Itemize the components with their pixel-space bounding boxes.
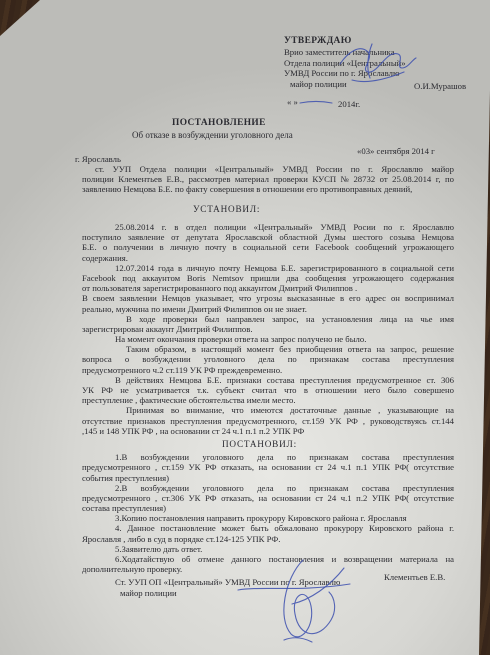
text-line: 6.Ходатайствую об отмене данного постановления и возвращении материала на: [115, 554, 454, 564]
document-date: «03» сентября 2014 г: [357, 146, 435, 156]
text-line: 4. Данное постановление может быть обжаловано прокурору Кировского района г.: [115, 523, 454, 534]
text-line: поступило заявление от депутата Ярославской областной Думы шестого созыва Немцова: [82, 232, 454, 243]
document-title: ПОСТАНОВЛЕНИЕ: [172, 118, 266, 128]
text-line: события преступления): [82, 472, 170, 483]
text-line: В своем заявлении Немцов указывает, что угрозы высказанные в его адрес он воспринимал: [82, 293, 454, 304]
decision-item: [82, 483, 454, 514]
paragraph: [82, 344, 454, 375]
text-line: На момент окончания проверки ответа на запрос получено не было.: [115, 334, 367, 345]
decision-item: [82, 513, 454, 523]
text-line: зарегистрирован аккаунт Дмитрий Филиппов.: [82, 323, 253, 334]
text-line: реально, мужчина по имени Дмитрий Филиппов он не знает.: [82, 303, 307, 314]
approver-name: О.И.Мурашов: [414, 81, 467, 91]
document-subtitle: Об отказе в возбуждении уголовного дела: [132, 130, 293, 140]
text-line: Б.Е. о получении в личную почту в социальной сети Facebook сообщений угрожающего: [82, 242, 454, 253]
document-place: г. Ярославль: [75, 154, 121, 164]
text-line: Facebook под аккаунтом Boris Nemtsov пришли два сообщения угрожающего содержания: [82, 272, 454, 283]
text-line: полиции Клементьев Е.В., рассмотрев материал проверки КУСП № 28732 от 25.08.2014 г, по: [82, 174, 454, 185]
text-line: 3.Копию постановления направить прокурору Кировского района г. Ярославля: [115, 513, 407, 524]
text-line: предусмотренного , ст.306 УК РФ отказать, на основании ст 24 ч.1 п.2 УПК РФ( отсутствие: [82, 492, 454, 503]
text-line: отсутствие признаков преступления предусмотренного, ст.159 УК РФ , руководствуясь ст.144: [82, 415, 454, 426]
text-line: Принимая во внимание, что имеются достаточные данные , указывающие на: [126, 405, 454, 416]
text-line: предусмотренного ч.2 ст.119 УК РФ преждевременно.: [82, 364, 283, 375]
text-line: вопроса о возбуждении уголовного дела по признакам состава преступления: [82, 354, 454, 365]
text-line: Ярославля , либо в суд в порядке ст.124-125 УПК РФ.: [82, 533, 281, 544]
text-line: Таким образом, в настоящий момент без приобщения ответа на запрос, решение: [126, 344, 454, 355]
text-line: 1.В возбуждении уголовного дела по признакам состава преступления: [115, 452, 454, 463]
text-line: предусмотренного , ст.159 УК РФ отказать, на основании ст 24 ч.1 п.1 УПК РФ( отсутствие: [82, 462, 454, 473]
text-line: 5.Заявителю дать ответ.: [115, 543, 203, 554]
decision-item: [82, 452, 454, 483]
decision-item: [82, 554, 454, 574]
text-line: заявлению Немцова Б.Е. по факту совершения в отношении его противоправных деяний,: [82, 184, 413, 195]
text-line: содержания.: [82, 252, 128, 263]
section-heading-established: УСТАНОВИЛ:: [193, 204, 261, 214]
paragraph: [82, 375, 454, 406]
paragraph: [82, 405, 454, 436]
approval-line: Отдела полиции «Центральный»: [284, 57, 406, 68]
text-line: от пользователя зарегистрированного под аккаунтом Дмитрий Филиппов .: [82, 283, 358, 294]
signatory-block: [82, 572, 454, 598]
intro-paragraph: [82, 164, 454, 195]
approver-rank: майор полиции: [290, 78, 347, 89]
text-line: В действиях Немцова Б.Е. признаки состава преступления предусмотренное ст. 306: [115, 374, 454, 385]
text-line: преступление , фактические обстоятельства имели место.: [82, 395, 296, 406]
signatory-name: Клементьев Е.В.: [384, 572, 446, 583]
text-line: ст. УУП Отдела полиции «Центральный» УМВД России по г. Ярославлю майор: [95, 164, 454, 174]
signatory-position: Ст. УУП ОП «Центральный» УМВД России по г. Ярославлю: [115, 577, 341, 588]
text-line: В ходе проверки был направлен запрос, на установления лица на чье имя: [126, 313, 454, 324]
signatory-rank: майор полиции: [120, 587, 177, 598]
text-line: 25.08.2014 г. в отдел полиции «Центральный» УМВД Росии по г. Ярославлю: [115, 222, 454, 232]
text-line: дополнительную проверку.: [82, 564, 183, 575]
document-body: [82, 222, 454, 598]
approval-date-year: 2014г.: [338, 99, 361, 109]
paragraph: [82, 334, 454, 344]
text-line: УК РФ не усматривается т.к. субъект считал что в отношении него было совершено: [82, 385, 454, 395]
approval-date-day: « »: [287, 97, 298, 107]
paragraph: [82, 263, 454, 314]
approval-line: УМВД России по г. Ярославлю: [284, 68, 400, 78]
approval-line: Врио заместитель начальника: [284, 47, 395, 57]
paragraph: [82, 222, 454, 263]
approval-heading: УТВЕРЖДАЮ: [284, 36, 352, 46]
decision-item: [82, 544, 454, 554]
text-line: состава преступления): [82, 503, 167, 514]
section-heading-decided: ПОСТАНОВИЛ:: [222, 438, 297, 449]
paragraph: [82, 314, 454, 334]
text-line: 12.07.2014 года в личную почту Немцова Б.Е. зарегистрированного в социальной сети: [115, 262, 454, 273]
text-line: ,145 и 148 УПК РФ , на основании ст 24 ч.1 п.1 п.2 УПК РФ: [82, 425, 305, 436]
text-line: 2.В возбуждении уголовного дела по признакам состава преступления: [115, 482, 454, 493]
decision-item: [82, 523, 454, 543]
